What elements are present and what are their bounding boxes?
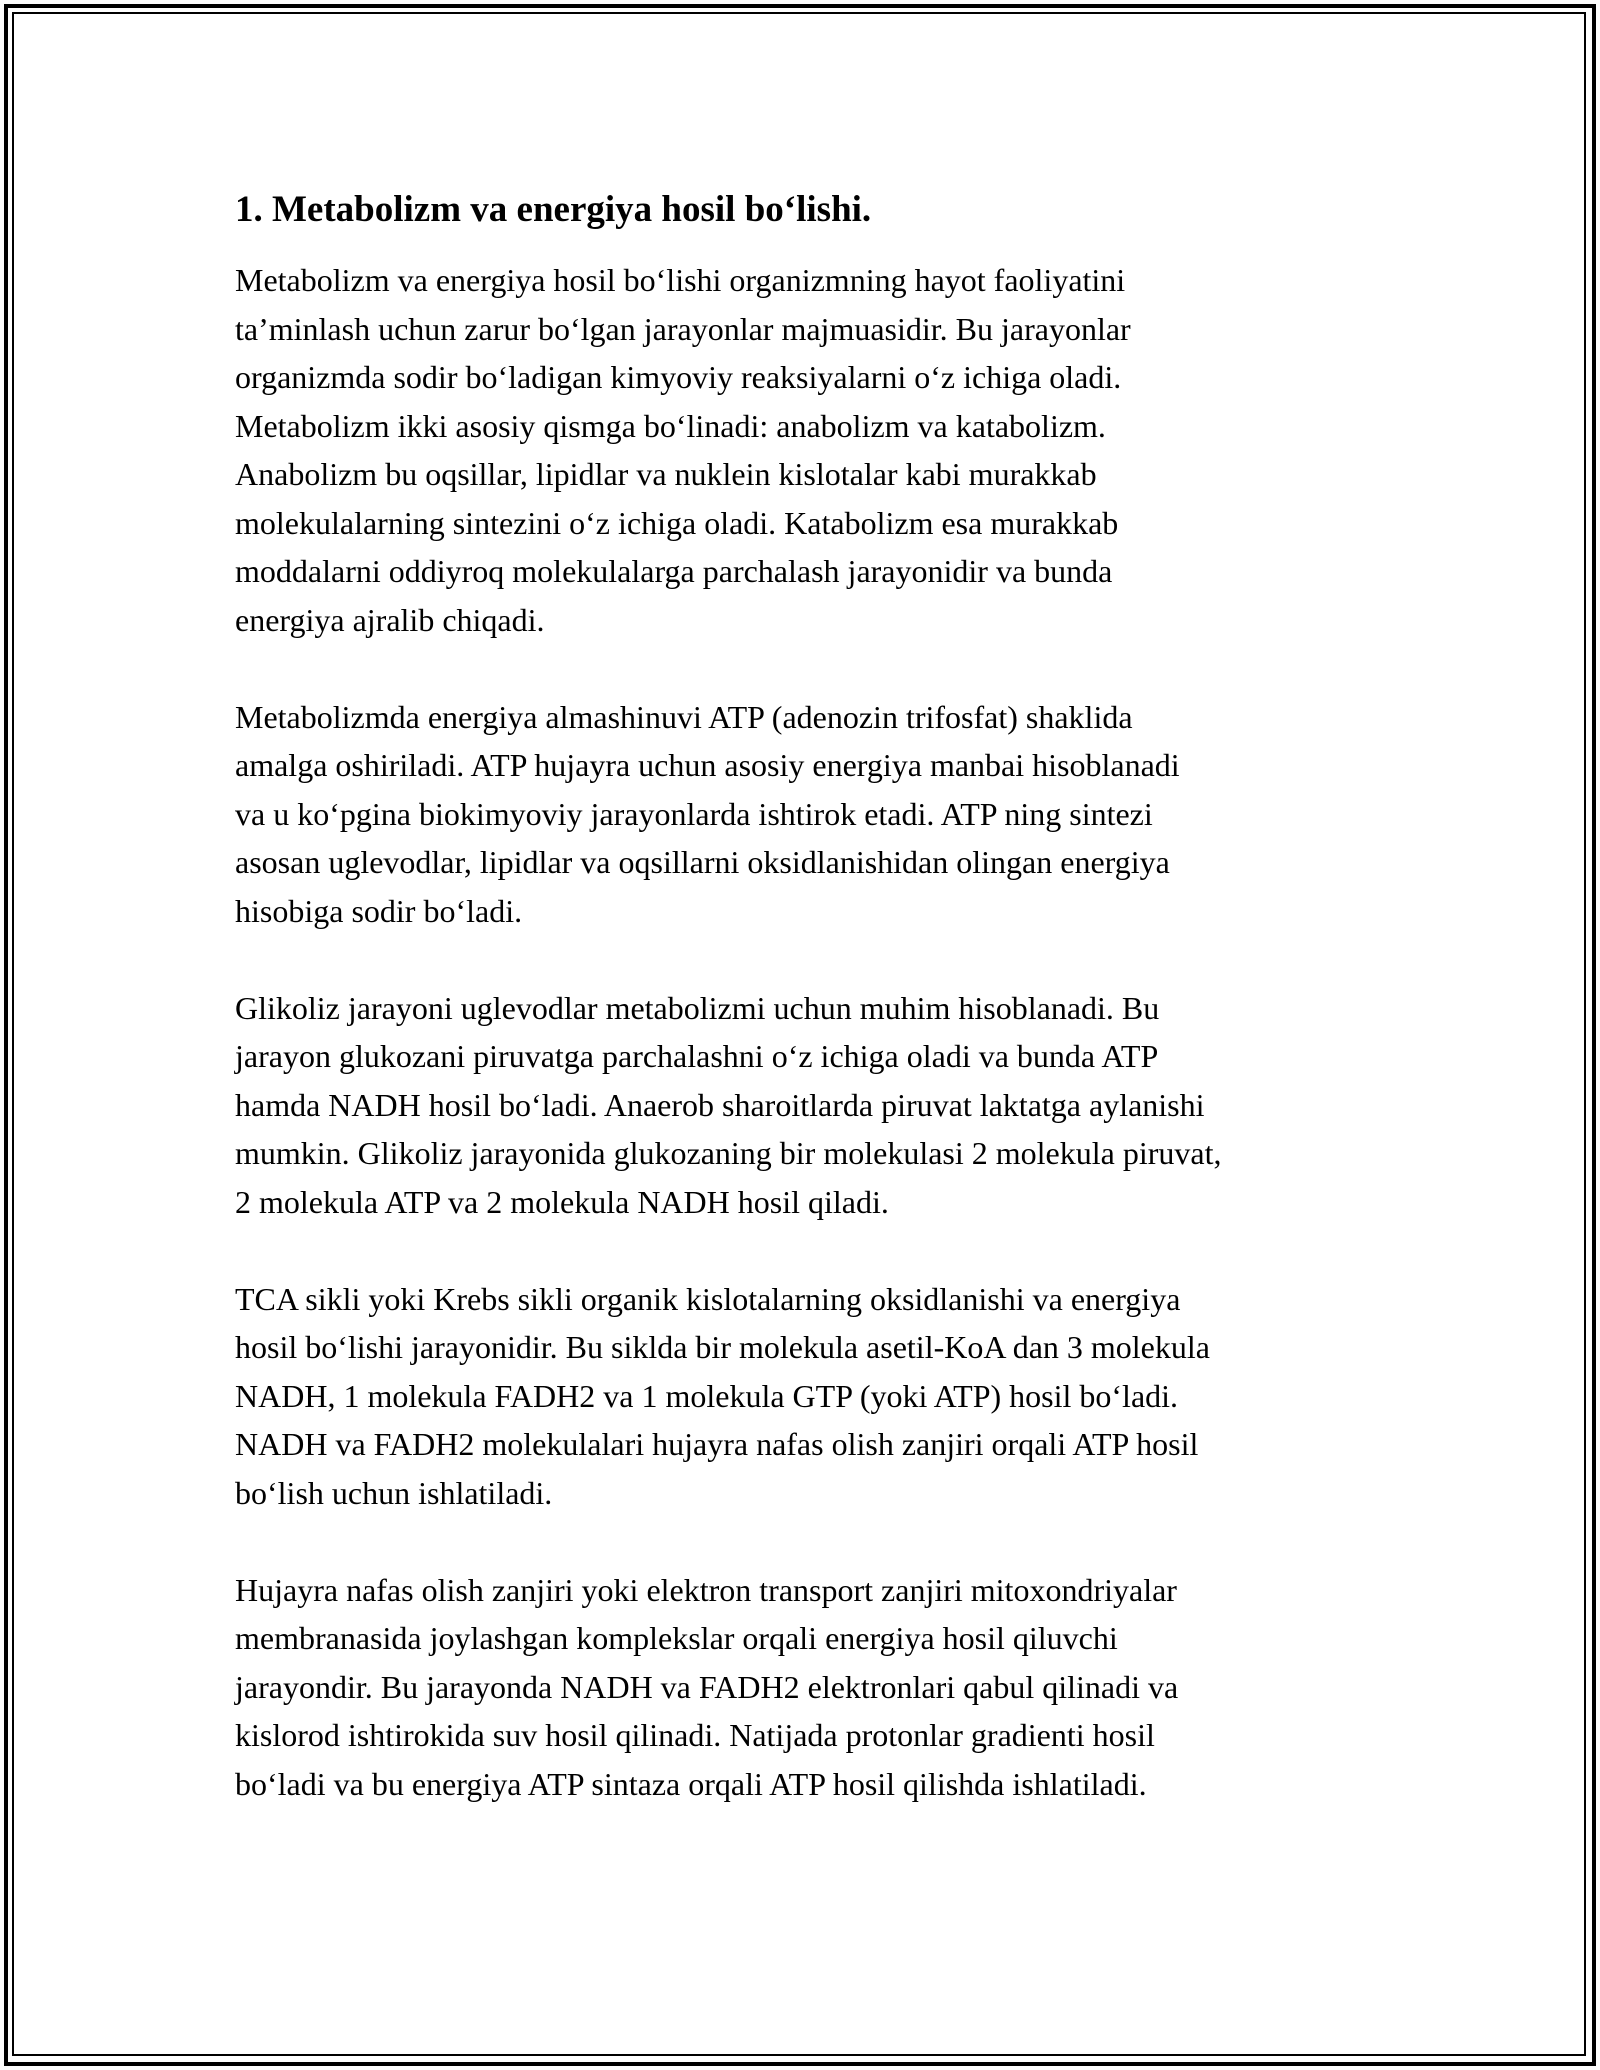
text-line: mumkin. Glikoliz jarayonida glukozaning bir molekulasi 2 molekula piruvat,: [235, 1135, 1222, 1171]
text-line: bo‘ladi va bu energiya ATP sintaza orqali ATP hosil qilishda ishlatiladi.: [235, 1765, 1147, 1802]
document-body: [235, 186, 1385, 1857]
text-line: va u ko‘pgina biokimyoviy jarayonlarda ishtirok etadi. ATP ning sintezi: [235, 795, 1153, 832]
text-line: ta’minlash uchun zarur bo‘lgan jarayonlar majmuasidir. Bu jarayonlar: [235, 310, 1131, 347]
text-line: moddalarni oddiyroq molekulalarga parchalash jarayonidir va bunda: [235, 553, 1113, 589]
text-line: NADH, 1 molekula FADH2 va 1 molekula GTP (yoki ATP) hosil bo‘ladi.: [235, 1377, 1179, 1414]
section-heading: 1. Metabolizm va energiya hosil bo‘lishi.: [235, 189, 872, 230]
text-line: organizmda sodir bo‘ladigan kimyoviy reaksiyalarni o‘z ichiga oladi.: [235, 359, 1122, 395]
text-line: Hujayra nafas olish zanjiri yoki elektron transport zanjiri mitoxondriyalar: [235, 1571, 1177, 1608]
text-line: kislorod ishtirokida suv hosil qilinadi. Natijada protonlar gradienti hosil: [235, 1717, 1155, 1753]
text-line: NADH va FADH2 molekulalari hujayra nafas olish zanjiri orqali ATP hosil: [235, 1426, 1199, 1462]
text-line: hisobiga sodir bo‘ladi.: [235, 892, 523, 929]
text-line: hosil bo‘lishi jarayonidir. Bu siklda bir molekula asetil-KoA dan 3 molekula: [235, 1329, 1210, 1365]
text-line: hamda NADH hosil bo‘ladi. Anaerob sharoitlarda piruvat laktatga aylanishi: [235, 1086, 1205, 1123]
paragraph-atp: [235, 693, 1385, 936]
paragraph-tca-cycle: [235, 1275, 1385, 1518]
text-line: energiya ajralib chiqadi.: [235, 601, 545, 638]
text-line: Metabolizm va energiya hosil bo‘lishi organizmning hayot faoliyatini: [235, 262, 1126, 298]
text-line: bo‘lish uchun ishlatiladi.: [235, 1474, 553, 1511]
text-line: jarayondir. Bu jarayonda NADH va FADH2 elektronlari qabul qilinadi va: [235, 1668, 1179, 1705]
text-line: molekulalarning sintezini o‘z ichiga oladi. Katabolizm esa murakkab: [235, 504, 1119, 541]
text-line: jarayon glukozani piruvatga parchalashni o‘z ichiga oladi va bunda ATP: [235, 1038, 1159, 1074]
text-line: TCA sikli yoki Krebs sikli organik kislotalarning oksidlanishi va energiya: [235, 1280, 1181, 1317]
paragraph-glycolysis: [235, 984, 1385, 1227]
text-line: asosan uglevodlar, lipidlar va oqsillarni oksidlanishidan olingan energiya: [235, 844, 1170, 880]
paragraph-metabolism: [235, 256, 1385, 644]
text-line: membranasida joylashgan komplekslar orqali energiya hosil qiluvchi: [235, 1620, 1118, 1656]
paragraph-electron-transport: [235, 1566, 1385, 1809]
text-line: Glikoliz jarayoni uglevodlar metabolizmi uchun muhim hisoblanadi. Bu: [235, 989, 1160, 1026]
text-line: 2 molekula ATP va 2 molekula NADH hosil qiladi.: [235, 1183, 889, 1220]
text-line: Anabolizm bu oqsillar, lipidlar va nuklein kislotalar kabi murakkab: [235, 456, 1097, 492]
text-line: amalga oshiriladi. ATP hujayra uchun asosiy energiya manbai hisoblanadi: [235, 747, 1180, 783]
text-line: Metabolizmda energiya almashinuvi ATP (adenozin trifosfat) shaklida: [235, 698, 1133, 735]
text-line: Metabolizm ikki asosiy qismga bo‘linadi: anabolizm va katabolizm.: [235, 407, 1106, 444]
